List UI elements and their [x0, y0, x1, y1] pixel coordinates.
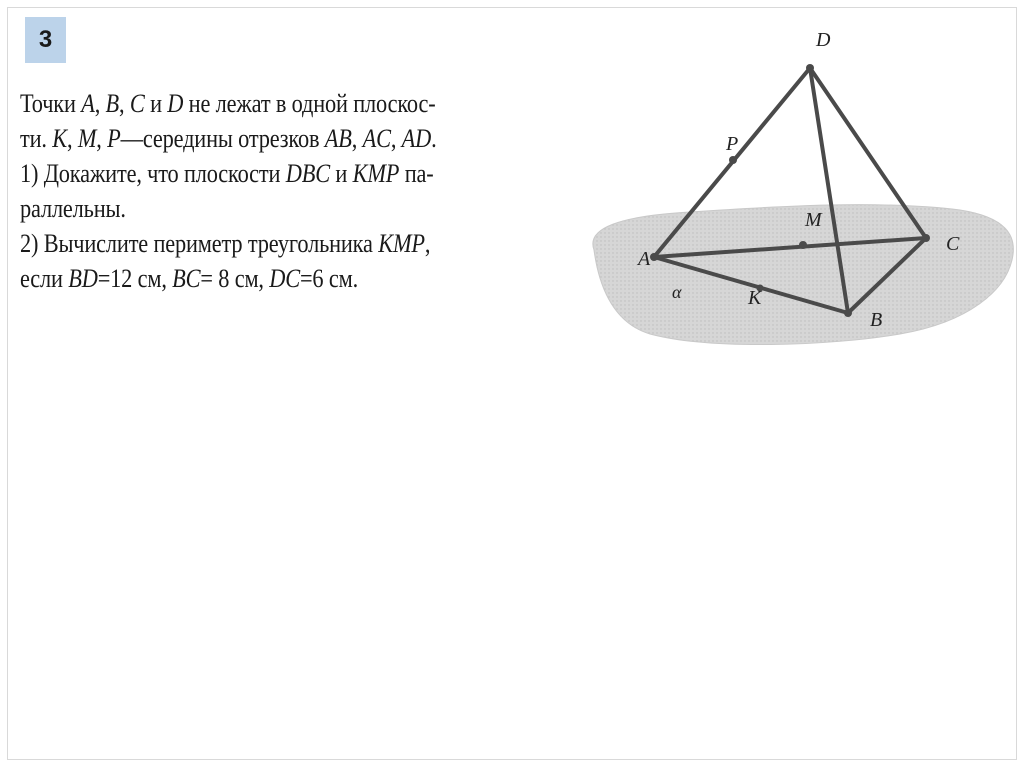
- math-term: C: [129, 89, 145, 118]
- math-term: DC: [269, 264, 300, 293]
- math-term: K: [52, 124, 67, 153]
- problem-text: ,: [66, 124, 78, 153]
- label-a: A: [638, 248, 651, 270]
- plane-alpha: [593, 205, 1014, 345]
- math-term: B: [105, 89, 120, 118]
- math-term: KMP: [352, 159, 400, 188]
- problem-statement: [20, 86, 502, 296]
- slide-number: 3: [38, 26, 53, 53]
- math-term: AC: [362, 124, 391, 153]
- math-term: KMP: [378, 229, 425, 258]
- math-term: DBC: [285, 159, 330, 188]
- problem-text: =6 см.: [299, 264, 359, 293]
- label-c: C: [946, 233, 960, 255]
- problem-text: —середины отрезков: [120, 124, 325, 153]
- point-d: [806, 64, 814, 72]
- tetrahedron-figure: [580, 20, 1020, 350]
- math-term: AD: [401, 124, 432, 153]
- label-d: D: [816, 29, 831, 51]
- problem-text: 1) Докажите, что плоскости: [20, 159, 286, 188]
- problem-text: ,: [119, 89, 130, 118]
- problem-line: [20, 191, 502, 226]
- label-p: P: [726, 133, 739, 155]
- label-m: M: [805, 209, 822, 231]
- problem-text: ,: [351, 124, 363, 153]
- point-c: [922, 234, 930, 242]
- problem-text: раллельны.: [20, 194, 126, 223]
- problem-text: = 8 см,: [200, 264, 270, 293]
- math-term: BD: [68, 264, 98, 293]
- problem-line: [20, 261, 502, 296]
- point-b: [844, 309, 852, 317]
- problem-text: =12 см,: [97, 264, 173, 293]
- point-p: [729, 156, 737, 164]
- problem-text: Точки: [20, 89, 82, 118]
- problem-line: [20, 86, 502, 121]
- label-alpha: α: [672, 282, 682, 302]
- math-term: P: [107, 124, 121, 153]
- math-term: BC: [172, 264, 201, 293]
- math-term: AB: [324, 124, 352, 153]
- problem-text: 2) Вычислите периметр треугольника: [20, 229, 379, 258]
- problem-line: [20, 226, 502, 261]
- problem-text: и: [144, 89, 168, 118]
- label-b: B: [870, 309, 883, 331]
- problem-text: ,: [390, 124, 402, 153]
- problem-text: ,: [424, 229, 431, 258]
- slide-number-badge: [25, 17, 66, 63]
- math-term: D: [167, 89, 184, 118]
- problem-text: не лежат в одной плоскос-: [183, 89, 436, 118]
- problem-text: если: [20, 264, 69, 293]
- problem-line: [20, 156, 502, 191]
- problem-text: па-: [399, 159, 434, 188]
- problem-text: .: [431, 124, 437, 153]
- point-m: [799, 241, 807, 249]
- point-a: [650, 253, 658, 261]
- label-k: K: [748, 287, 762, 309]
- problem-text: ,: [94, 89, 106, 118]
- problem-line: [20, 121, 502, 156]
- problem-text: ,: [96, 124, 108, 153]
- problem-text: и: [329, 159, 353, 188]
- math-term: A: [81, 89, 95, 118]
- problem-text: ти.: [20, 124, 53, 153]
- math-term: M: [77, 124, 97, 153]
